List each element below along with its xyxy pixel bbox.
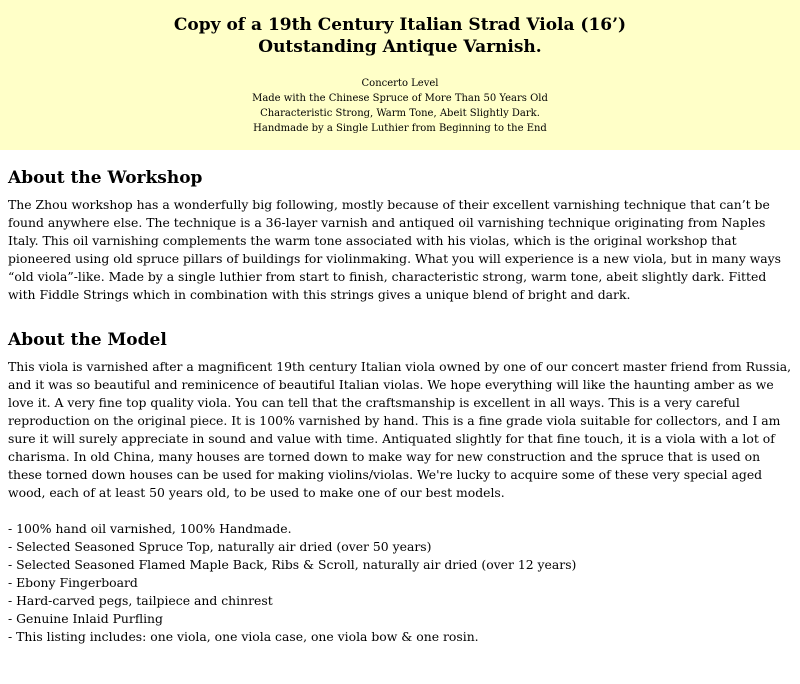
- page-subtitle: Outstanding Antique Varnish.: [258, 37, 542, 57]
- feature-item: - Hard-carved pegs, tailpiece and chinrest: [8, 593, 273, 608]
- model-heading: About the Model: [8, 330, 167, 350]
- header-banner: [0, 0, 800, 150]
- tagline: Characteristic Strong, Warm Tone, Abeit Slightly Dark.: [260, 108, 540, 119]
- feature-item: - Genuine Inlaid Purfling: [8, 611, 163, 626]
- feature-item: - 100% hand oil varnished, 100% Handmade.: [8, 521, 292, 536]
- workshop-heading: About the Workshop: [8, 168, 203, 188]
- feature-item: - This listing includes: one viola, one viola case, one viola bow & one rosin.: [8, 629, 479, 644]
- workshop-paragraph: The Zhou workshop has a wonderfully big following, mostly because of their excellent varnishing technique that can’t be found anywhere else. The technique is a 36-layer varnish and antiqued oil varnishing technique originating from Naples Italy. This oil varnishing complements the warm tone associated with his violas, which is the original workshop that pioneered using old spruce pillars of buildings for violinmaking. What you will experience is a new viola, but in many ways “old viola”-like. Made by a single luthier from start to finish, characteristic strong, warm tone, abeit slightly dark. Fitted with Fiddle Strings which in combination with this strings gives a unique blend of bright and dark.: [8, 197, 781, 302]
- tagline: Handmade by a Single Luthier from Beginning to the End: [253, 123, 547, 134]
- tagline-list: [0, 76, 800, 136]
- tagline: Concerto Level: [361, 78, 439, 89]
- feature-item: - Selected Seasoned Spruce Top, naturally air dried (over 50 years): [8, 539, 432, 554]
- feature-item: - Selected Seasoned Flamed Maple Back, Ribs & Scroll, naturally air dried (over 12 years): [8, 557, 577, 572]
- main-content: [0, 167, 800, 646]
- feature-item: - Ebony Fingerboard: [8, 575, 138, 590]
- page-title: Copy of a 19th Century Italian Strad Viola (16’): [173, 15, 627, 35]
- feature-list: [8, 520, 792, 646]
- tagline: Made with the Chinese Spruce of More Than 50 Years Old: [252, 93, 548, 104]
- model-paragraph: This viola is varnished after a magnificent 19th century Italian viola owned by one of our concert master friend from Russia, and it was so beautiful and reminicence of beautiful Italian violas. We hope everything will like the haunting amber as we love it. A very fine top quality viola. You can tell that the craftsmanship is excellent in all ways. This is a very careful reproduction on the original piece. It is 100% varnished by hand. This is a fine grade viola suitable for collectors, and I am sure it will surely appreciate in sound and value with time. Antiquated slightly for that fine touch, it is a viola with a lot of charisma. In old China, many houses are torned down to make way for new construction and the spruce that is used on these torned down houses can be used for making violins/violas. We're lucky to acquire some of these very special aged wood, each of at least 50 years old, to be used to make one of our best models.: [8, 359, 792, 500]
